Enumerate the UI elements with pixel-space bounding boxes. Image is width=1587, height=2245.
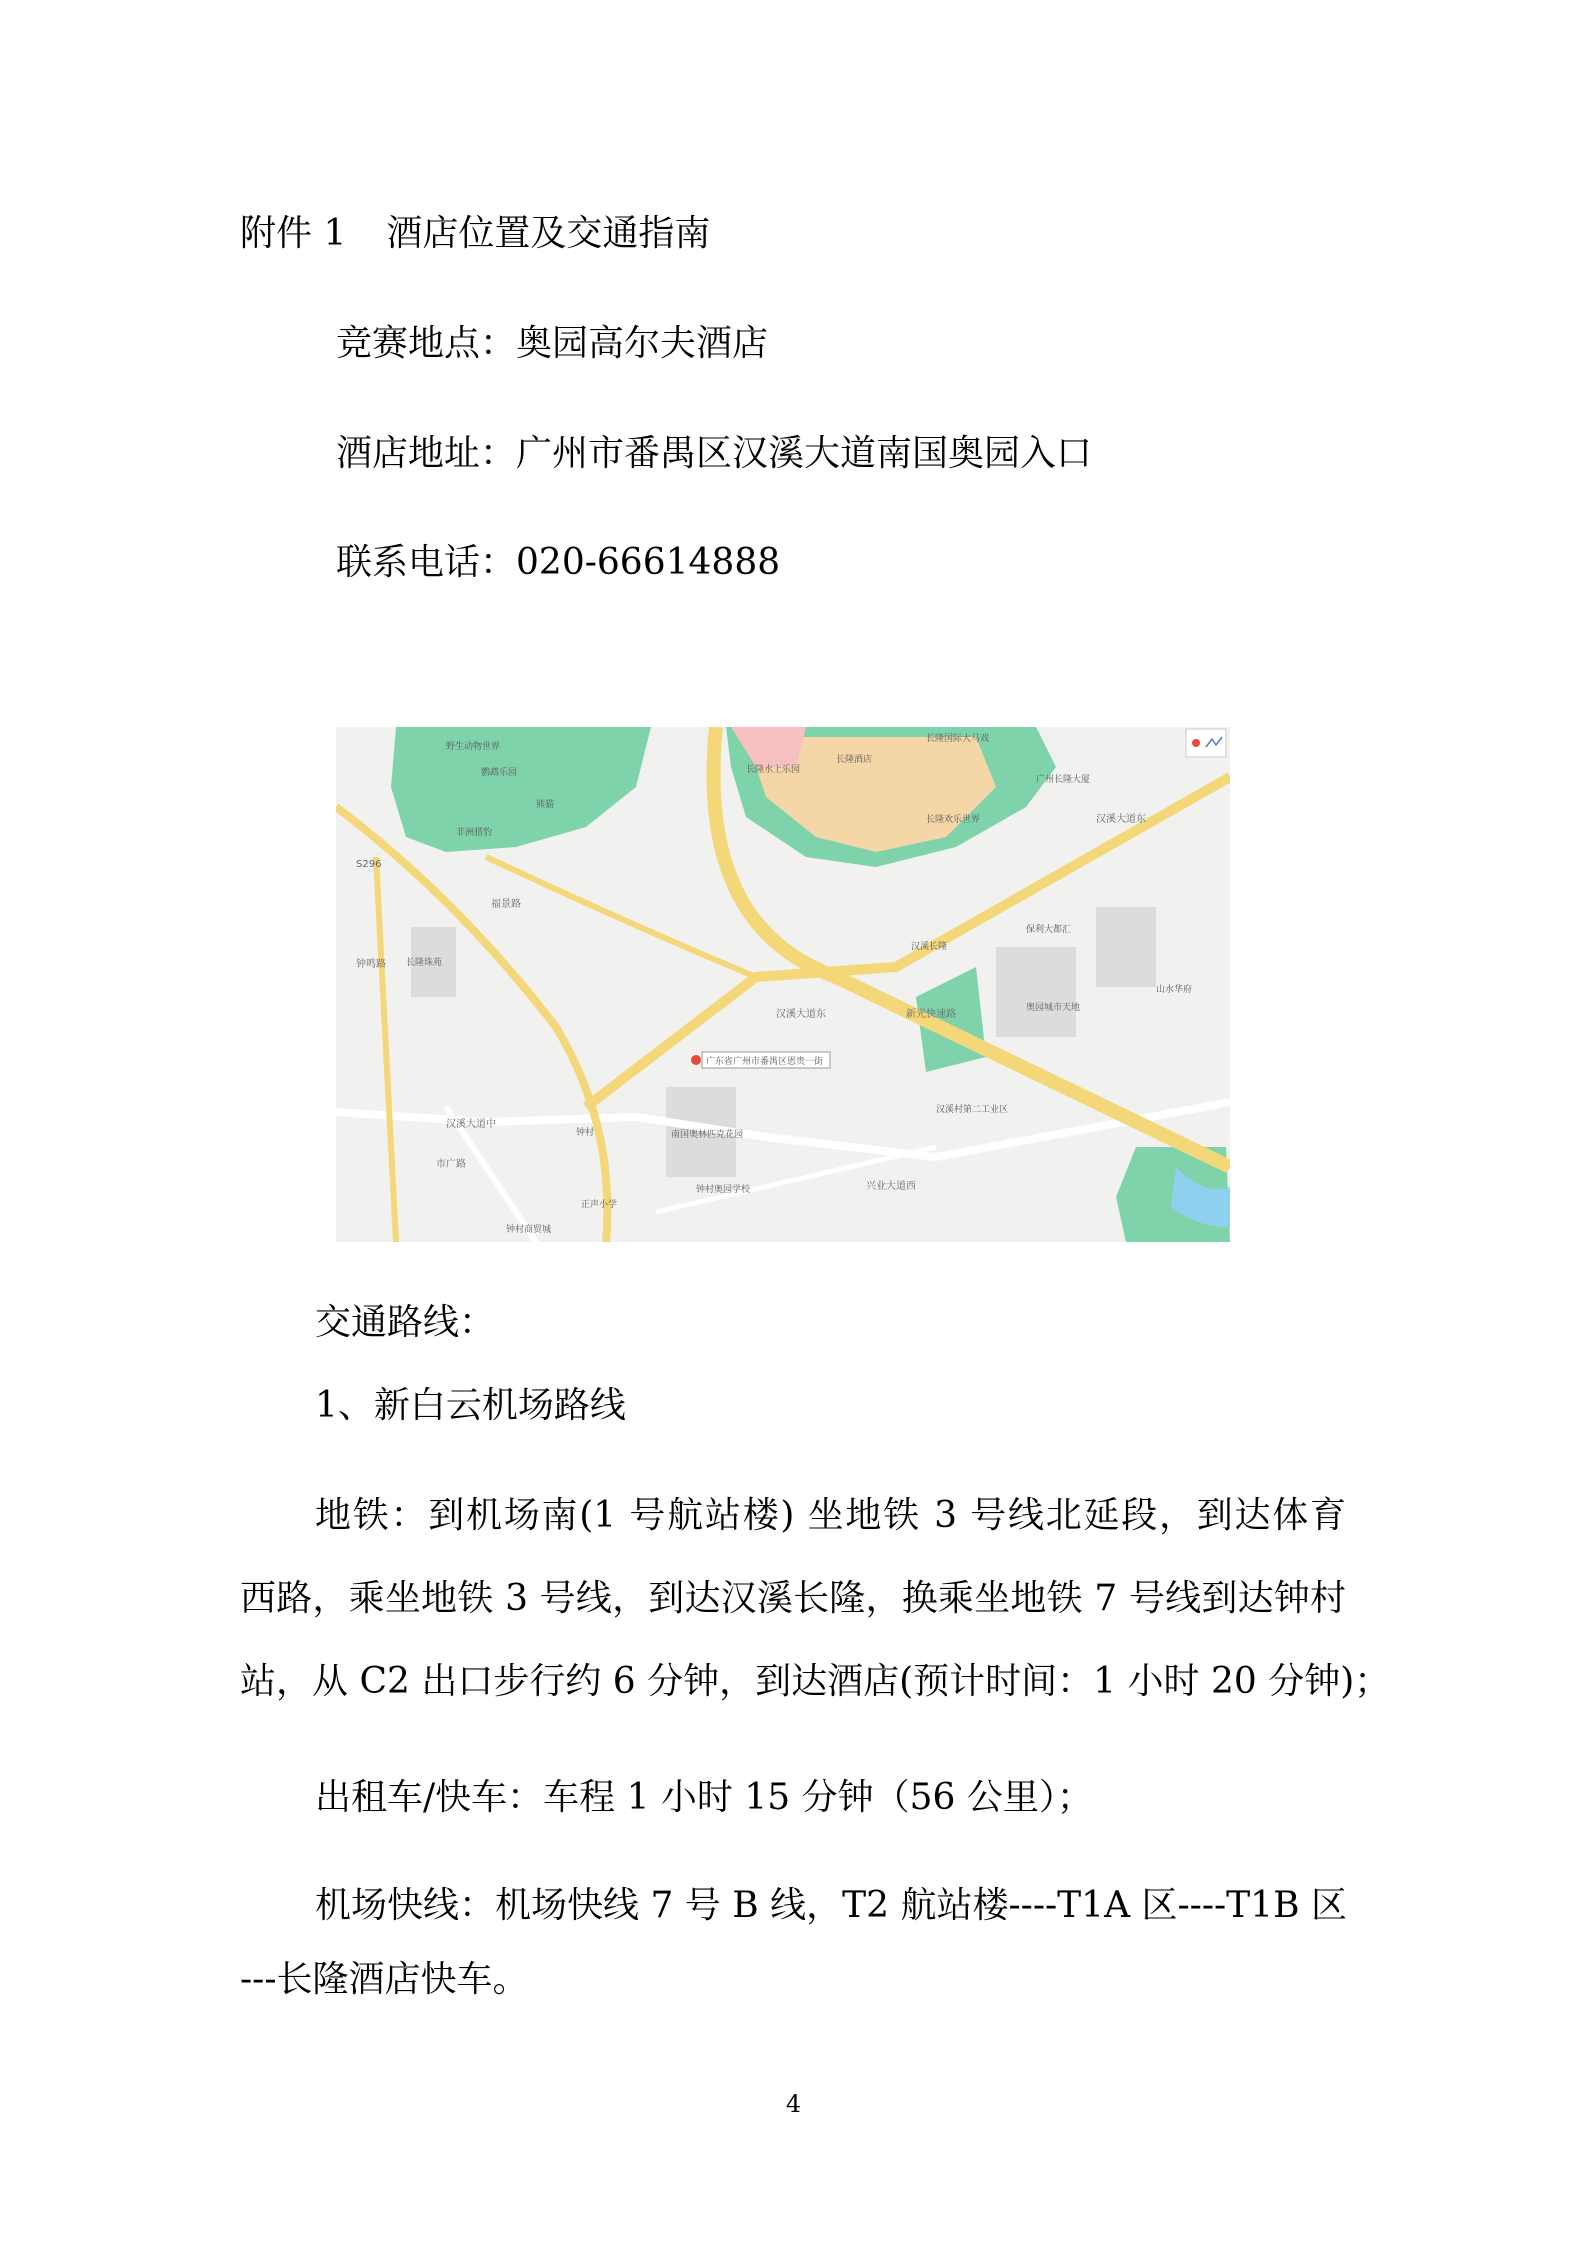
pin-label: 广东省广州市番禺区恩贵一街 [706,1057,824,1067]
address-label: 酒店地址： [336,433,517,474]
venue-line [336,322,768,366]
label-zhongcun-mall: 钟村商贸城 [506,1225,552,1235]
road-label-zhongming: 钟鸣路 [356,959,386,970]
phone-line [336,541,780,585]
attachment-heading [240,212,710,256]
metro-line-3: 站，从 C2 出口步行约 6 分钟，到达酒店(预计时间：1 小时 20 分钟)； [240,1661,1391,1702]
pin-icon[interactable] [1192,739,1200,747]
road-label-xinguang: 新光快速路 [906,1009,956,1020]
road-label-hanxi-mid: 汉溪大道中 [446,1119,496,1130]
label-panda: 熊猫 [536,800,555,810]
phone-value: 020-66614888 [516,542,781,583]
location-pin[interactable] [691,1052,830,1068]
road-label-shiguang: 市广路 [436,1159,466,1170]
label-aoyuan-plaza: 奥园城市天地 [1026,1003,1081,1013]
road-label-hanxi-east-2: 汉溪大道东 [1096,814,1146,825]
map-controls[interactable] [1186,729,1226,757]
phone-label: 联系电话： [336,542,517,583]
airport-express-line-2: ---长隆酒店快车。 [240,1959,529,2000]
location-map[interactable] [336,727,1230,1242]
airport-express-paragraph [240,1884,1346,2002]
label-intl-circus: 长隆国际大马戏 [926,734,990,744]
label-nanguo: 南国奥林匹克花园 [671,1130,744,1140]
label-poly: 保利大都汇 [1026,925,1072,935]
label-shanshui: 山水华府 [1156,985,1193,995]
label-hanxi-industrial: 汉溪村第二工业区 [936,1105,1009,1115]
road-label-hanxi-east-1: 汉溪大道东 [776,1009,826,1020]
label-feinan: 非洲猎豹 [456,828,493,838]
attachment-number: 附件 1 [240,213,347,254]
metro-line-1: 地铁：到机场南(1 号航站楼) 坐地铁 3 号线北延段，到达体育 [315,1495,1346,1536]
road-label-xingye: 兴业大道西 [866,1181,916,1192]
label-hanxi-changlong: 汉溪长隆 [911,942,948,952]
road-label-s296: S296 [356,859,382,870]
venue-label: 竞赛地点： [336,323,517,364]
block-d [1096,907,1156,987]
label-zhengsheng: 正声小学 [581,1200,618,1210]
label-parrot: 鹦鹉乐园 [481,768,518,778]
block-c [996,947,1076,1037]
address-line [336,432,1092,476]
metro-line-2: 西路，乘坐地铁 3 号线，到达汉溪长隆，换乘坐地铁 7 号线到达钟村 [240,1578,1346,1619]
route1-title: 1、新白云机场路线 [315,1385,626,1426]
routes-title: 交通路线： [315,1302,496,1343]
label-water-park: 长隆水上乐园 [746,765,801,775]
taxi-line: 出租车/快车：车程 1 小时 15 分钟（56 公里）； [315,1777,1093,1818]
attachment-title: 酒店位置及交通指南 [386,213,711,254]
label-zhongcun-school: 钟村奥园学校 [696,1185,751,1195]
road-label-fuxian: 福景路 [491,899,521,910]
label-zhongcun: 钟村 [576,1128,595,1138]
label-happy-world: 长隆欢乐世界 [926,815,981,825]
metro-paragraph [240,1494,1391,1704]
venue-value: 奥园高尔夫酒店 [516,323,769,364]
address-value: 广州市番禺区汉溪大道南国奥园入口 [516,433,1093,474]
label-guangzhou-hotel: 广州长隆大厦 [1036,775,1091,785]
label-hotel: 长隆酒店 [836,755,873,765]
label-changlong-zhuyuan: 长隆珠苑 [406,958,443,968]
label-animal-world: 野生动物世界 [446,742,501,752]
page-number: 4 [785,2090,802,2118]
map-canvas[interactable] [336,727,1230,1242]
airport-express-line-1: 机场快线：机场快线 7 号 B 线，T2 航站楼----T1A 区----T1B 区 [315,1885,1347,1926]
